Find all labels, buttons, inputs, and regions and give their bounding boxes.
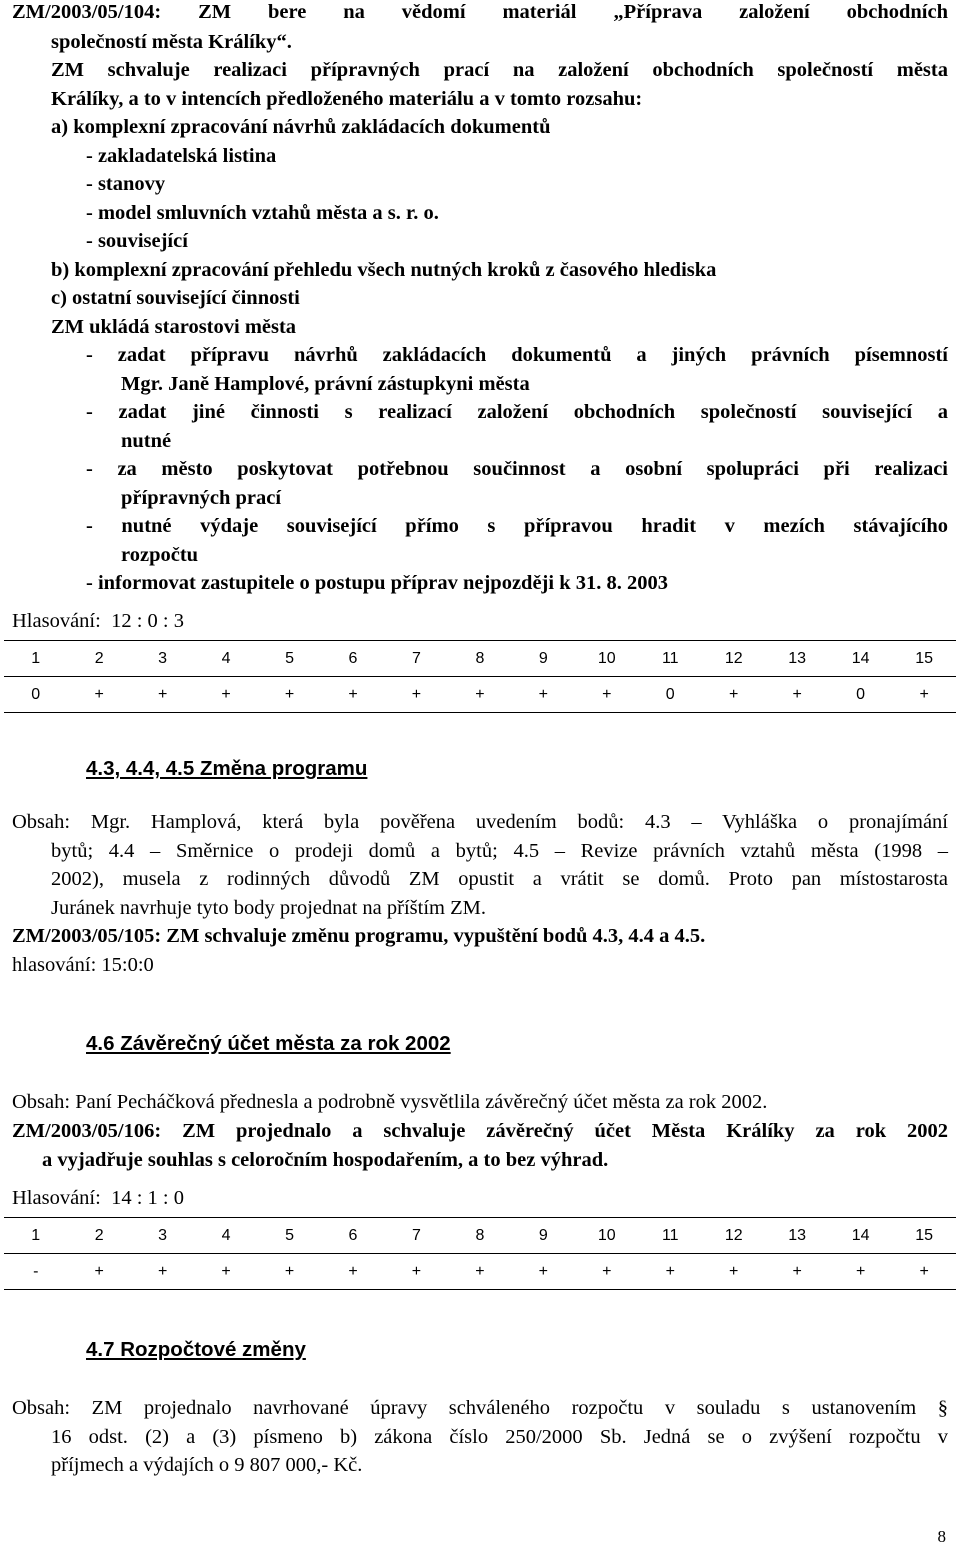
vote-value: - xyxy=(4,1254,67,1290)
vote-number: 2 xyxy=(67,1218,130,1254)
vote-number: 8 xyxy=(448,1218,511,1254)
vote-number: 1 xyxy=(4,641,67,677)
vote-number: 7 xyxy=(385,641,448,677)
vote-value: + xyxy=(892,677,956,713)
task4-line2: rozpočtu xyxy=(121,544,199,566)
resolution-106-line1: ZM/2003/05/106: ZM projednalo a schvaluje závěrečný účet Města Králíky za rok 2002 xyxy=(12,1120,948,1142)
content-line3: 2002), musela z rodinných důvodů ZM opustit a vrátit se domů. Proto pan místostarosta xyxy=(51,868,948,890)
task4-line1: - nutné výdaje související přímo s přípravou hradit v mezích stávajícího xyxy=(86,515,948,537)
item-b: b) komplexní zpracování přehledu všech nutných kroků z časového hlediska xyxy=(51,259,717,281)
item-c: c) ostatní související činnosti xyxy=(51,287,300,309)
vote-number: 4 xyxy=(194,641,257,677)
vote-value: + xyxy=(448,677,511,713)
page-number: 8 xyxy=(937,1527,946,1546)
task5: - informovat zastupitele o postupu příprav nejpozději k 31. 8. 2003 xyxy=(86,572,668,594)
vote-value: + xyxy=(765,1254,828,1290)
approve-line1: ZM schvaluje realizaci přípravných prací na založení obchodních společností města xyxy=(51,59,948,81)
vote-value: + xyxy=(131,1254,194,1290)
vote-value: 0 xyxy=(829,677,892,713)
vote-number: 6 xyxy=(321,1218,384,1254)
vote-number: 15 xyxy=(892,1218,956,1254)
vote-value: 0 xyxy=(639,677,702,713)
vote-value: + xyxy=(829,1254,892,1290)
vote-value: + xyxy=(702,1254,765,1290)
sub-item: - stanovy xyxy=(86,173,166,195)
resolution-105: ZM/2003/05/105: ZM schvaluje změnu programu, vypuštění bodů 4.3, 4.4 a 4.5. xyxy=(12,925,706,947)
task2-line2: nutné xyxy=(121,430,172,452)
vote-number: 10 xyxy=(575,1218,638,1254)
vote-label-106: Hlasování: 14 : 1 : 0 xyxy=(12,1187,184,1209)
vote-number: 12 xyxy=(702,1218,765,1254)
vote-value: + xyxy=(892,1254,956,1290)
vote-number: 3 xyxy=(131,641,194,677)
vote-number: 5 xyxy=(258,641,321,677)
vote-number: 5 xyxy=(258,1218,321,1254)
resolution-104-number: ZM/2003/05/104: xyxy=(12,1,162,23)
vote-number: 14 xyxy=(829,1218,892,1254)
vote-value: + xyxy=(321,1254,384,1290)
vote-number: 7 xyxy=(385,1218,448,1254)
heading-budget-changes: 4.7 Rozpočtové změny xyxy=(86,1338,306,1361)
vote-number: 13 xyxy=(765,641,828,677)
vote-number: 11 xyxy=(639,641,702,677)
vote-number: 9 xyxy=(512,1218,575,1254)
vote-number: 3 xyxy=(131,1218,194,1254)
vote-table-104 xyxy=(4,640,956,713)
vote-number: 14 xyxy=(829,641,892,677)
vote-105: hlasování: 15:0:0 xyxy=(12,954,154,976)
vote-number: 15 xyxy=(892,641,956,677)
resolution-104-line1 xyxy=(12,2,948,23)
task1-line2: Mgr. Janě Hamplové, právní zástupkyni města xyxy=(121,373,530,395)
vote-value: + xyxy=(512,677,575,713)
vote-value: + xyxy=(194,1254,257,1290)
task2-line1: - zadat jiné činnosti s realizací založení obchodních společností související a xyxy=(86,401,948,423)
vote-value: + xyxy=(131,677,194,713)
task3-line2: přípravných prací xyxy=(121,487,282,509)
vote-value: + xyxy=(702,677,765,713)
content-line2: bytů; 4.4 – Směrnice o prodeji domů a bytů; 4.5 – Revize právních vztahů města (1998 – xyxy=(51,840,948,862)
item-a: a) komplexní zpracování návrhů zakládacích dokumentů xyxy=(51,116,551,138)
task-intro: ZM ukládá starostovi města xyxy=(51,316,297,338)
heading-final-account: 4.6 Závěrečný účet města za rok 2002 xyxy=(86,1032,451,1055)
task1-line1: - zadat přípravu návrhů zakládacích dokumentů a jiných právních písemností xyxy=(86,344,948,366)
vote-value: + xyxy=(385,677,448,713)
vote-numbers-row xyxy=(4,1218,956,1254)
vote-number: 13 xyxy=(765,1218,828,1254)
vote-value: + xyxy=(258,677,321,713)
content-line4: Juránek navrhuje tyto body projednat na příštím ZM. xyxy=(51,897,486,919)
content-line1: Obsah: Mgr. Hamplová, která byla pověřena uvedením bodů: 4.3 – Vyhláška o pronajímání xyxy=(12,811,948,833)
vote-value: + xyxy=(194,677,257,713)
vote-value: + xyxy=(385,1254,448,1290)
vote-values-row xyxy=(4,677,956,713)
vote-value: + xyxy=(258,1254,321,1290)
vote-value: + xyxy=(765,677,828,713)
vote-number: 6 xyxy=(321,641,384,677)
vote-value: + xyxy=(575,1254,638,1290)
sub-item: - související xyxy=(86,230,188,252)
vote-value: + xyxy=(67,677,130,713)
vote-numbers-row xyxy=(4,641,956,677)
approve-line2: Králíky, a to v intencích předloženého materiálu a v tomto rozsahu: xyxy=(51,88,643,110)
heading-change-program: 4.3, 4.4, 4.5 Změna programu xyxy=(86,757,368,780)
vote-value: + xyxy=(67,1254,130,1290)
content-budget-line3: příjmech a výdajích o 9 807 000,- Kč. xyxy=(51,1454,363,1476)
vote-values-row xyxy=(4,1254,956,1290)
vote-label-104: Hlasování: 12 : 0 : 3 xyxy=(12,610,184,632)
resolution-106-line2: a vyjadřuje souhlas s celoročním hospodařením, a to bez výhrad. xyxy=(42,1149,609,1171)
vote-value: + xyxy=(639,1254,702,1290)
vote-value: 0 xyxy=(4,677,67,713)
vote-number: 12 xyxy=(702,641,765,677)
vote-value: + xyxy=(321,677,384,713)
vote-number: 1 xyxy=(4,1218,67,1254)
vote-value: + xyxy=(512,1254,575,1290)
content-final-account: Obsah: Paní Pecháčková přednesla a podrobně vysvětlila závěrečný účet města za rok 2002. xyxy=(12,1091,768,1113)
vote-value: + xyxy=(448,1254,511,1290)
vote-number: 11 xyxy=(639,1218,702,1254)
sub-item: - zakladatelská listina xyxy=(86,145,277,167)
vote-table-106 xyxy=(4,1217,956,1290)
vote-number: 10 xyxy=(575,641,638,677)
content-budget-line2: 16 odst. (2) a (3) písmeno b) zákona číslo 250/2000 Sb. Jedná se o zvýšení rozpočtu v xyxy=(51,1426,948,1448)
vote-number: 8 xyxy=(448,641,511,677)
resolution-104-line2: společností města Králíky“. xyxy=(51,31,292,53)
vote-number: 2 xyxy=(67,641,130,677)
resolution-104-text: ZM bere na vědomí materiál „Příprava založení obchodních xyxy=(198,1,948,23)
vote-number: 4 xyxy=(194,1218,257,1254)
task3-line1: - za město poskytovat potřebnou součinnost a osobní spolupráci při realizaci xyxy=(86,458,948,480)
vote-number: 9 xyxy=(512,641,575,677)
vote-value: + xyxy=(575,677,638,713)
sub-item: - model smluvních vztahů města a s. r. o. xyxy=(86,202,439,224)
content-budget-line1: Obsah: ZM projednalo navrhované úpravy schváleného rozpočtu v souladu s ustanovením § xyxy=(12,1397,948,1419)
